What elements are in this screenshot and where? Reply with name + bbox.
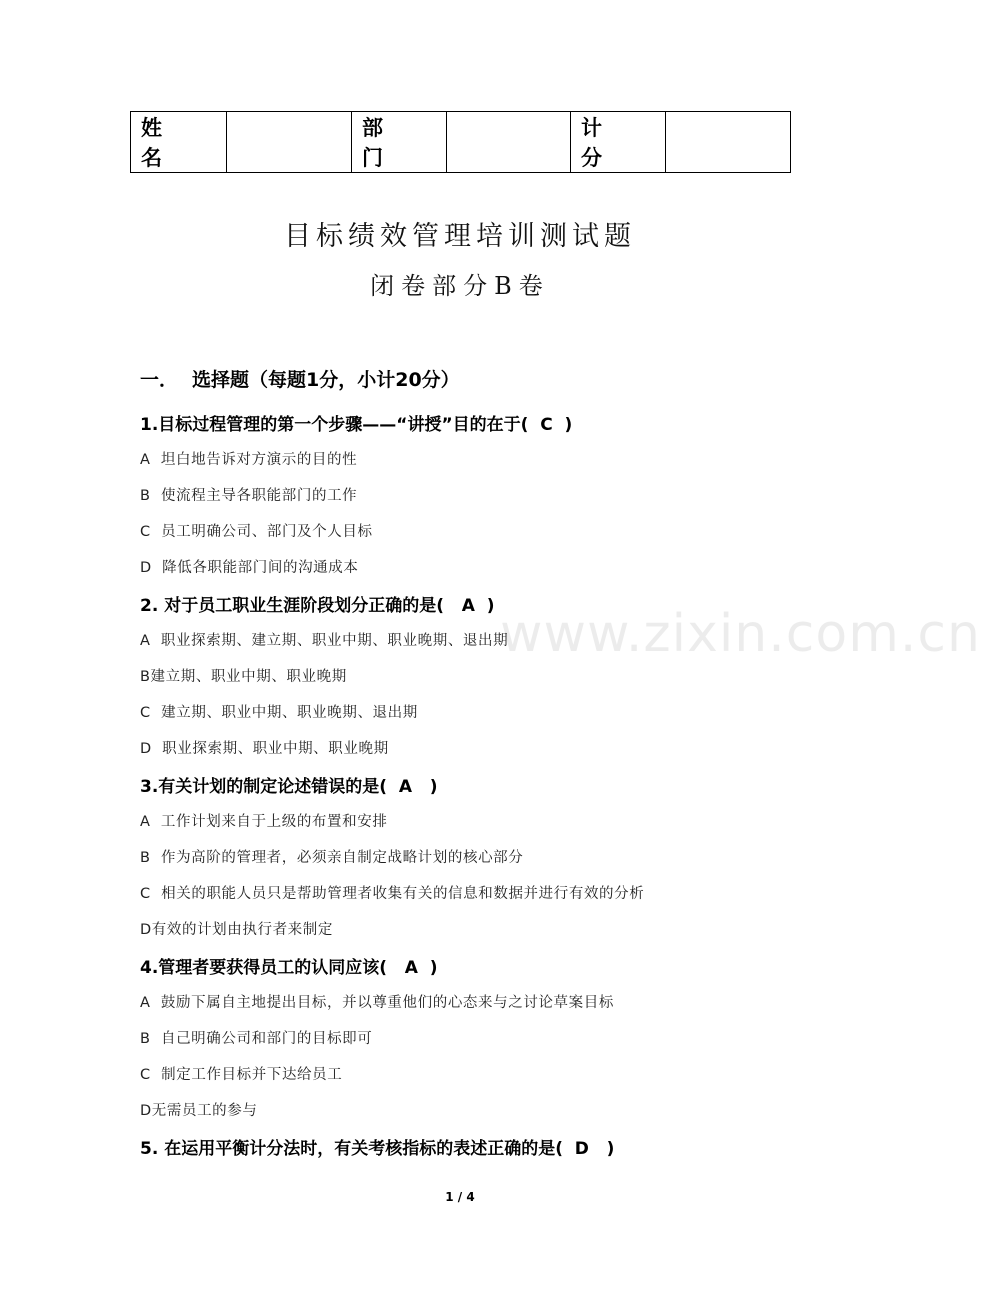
question-2-option-c: C 建立期、职业中期、职业晚期、退出期 [140, 705, 418, 721]
question-3-option-c: C 相关的职能人员只是帮助管理者收集有关的信息和数据并进行有效的分析 [140, 886, 645, 902]
page-number: 1 / 4 [445, 1190, 475, 1204]
name-field[interactable] [227, 112, 352, 173]
document-subtitle: 闭卷部分B卷 [370, 272, 550, 300]
question-1: 1.目标过程管理的第一个步骤——“讲授”目的在于( C ) [140, 415, 573, 435]
question-4-option-c: C 制定工作目标并下达给员工 [140, 1067, 343, 1083]
question-1-option-d: D 降低各职能部门间的沟通成本 [140, 560, 359, 576]
section-heading [140, 365, 460, 392]
name-label: 姓名 [131, 112, 227, 173]
question-4-option-d: D无需员工的参与 [140, 1103, 258, 1119]
info-table [130, 111, 791, 173]
question-2-option-a: A 职业探索期、建立期、职业中期、职业晚期、退出期 [140, 633, 509, 649]
section-number: 一． [140, 369, 179, 391]
watermark: www.zixin.com.cn [500, 604, 981, 664]
question-1-option-b: B 使流程主导各职能部门的工作 [140, 488, 358, 504]
question-4-option-a: A 鼓励下属自主地提出目标，并以尊重他们的心态来与之讨论草案目标 [140, 995, 614, 1011]
question-2-option-d: D 职业探索期、职业中期、职业晚期 [140, 741, 389, 757]
question-2: 2. 对于员工职业生涯阶段划分正确的是( A ) [140, 596, 495, 616]
department-label: 部门 [352, 112, 447, 173]
question-2-option-b: B建立期、职业中期、职业晚期 [140, 669, 347, 685]
question-3: 3.有关计划的制定论述错误的是( A ) [140, 777, 438, 797]
question-1-option-a: A 坦白地告诉对方演示的目的性 [140, 452, 358, 468]
score-label: 计分 [571, 112, 666, 173]
question-3-option-b: B 作为高阶的管理者，必须亲自制定战略计划的核心部分 [140, 850, 524, 866]
score-field[interactable] [666, 112, 791, 173]
question-1-option-c: C 员工明确公司、部门及个人目标 [140, 524, 373, 540]
question-3-option-d: D有效的计划由执行者来制定 [140, 922, 333, 938]
section-label: 选择题（每题1分，小计20分） [192, 369, 460, 391]
question-5: 5. 在运用平衡计分法时，有关考核指标的表述正确的是( D ) [140, 1139, 615, 1159]
question-4: 4.管理者要获得员工的认同应该( A ) [140, 958, 438, 978]
department-field[interactable] [447, 112, 571, 173]
question-4-option-b: B 自己明确公司和部门的目标即可 [140, 1031, 373, 1047]
question-3-option-a: A 工作计划来自于上级的布置和安排 [140, 814, 388, 830]
document-title: 目标绩效管理培训测试题 [284, 221, 636, 252]
